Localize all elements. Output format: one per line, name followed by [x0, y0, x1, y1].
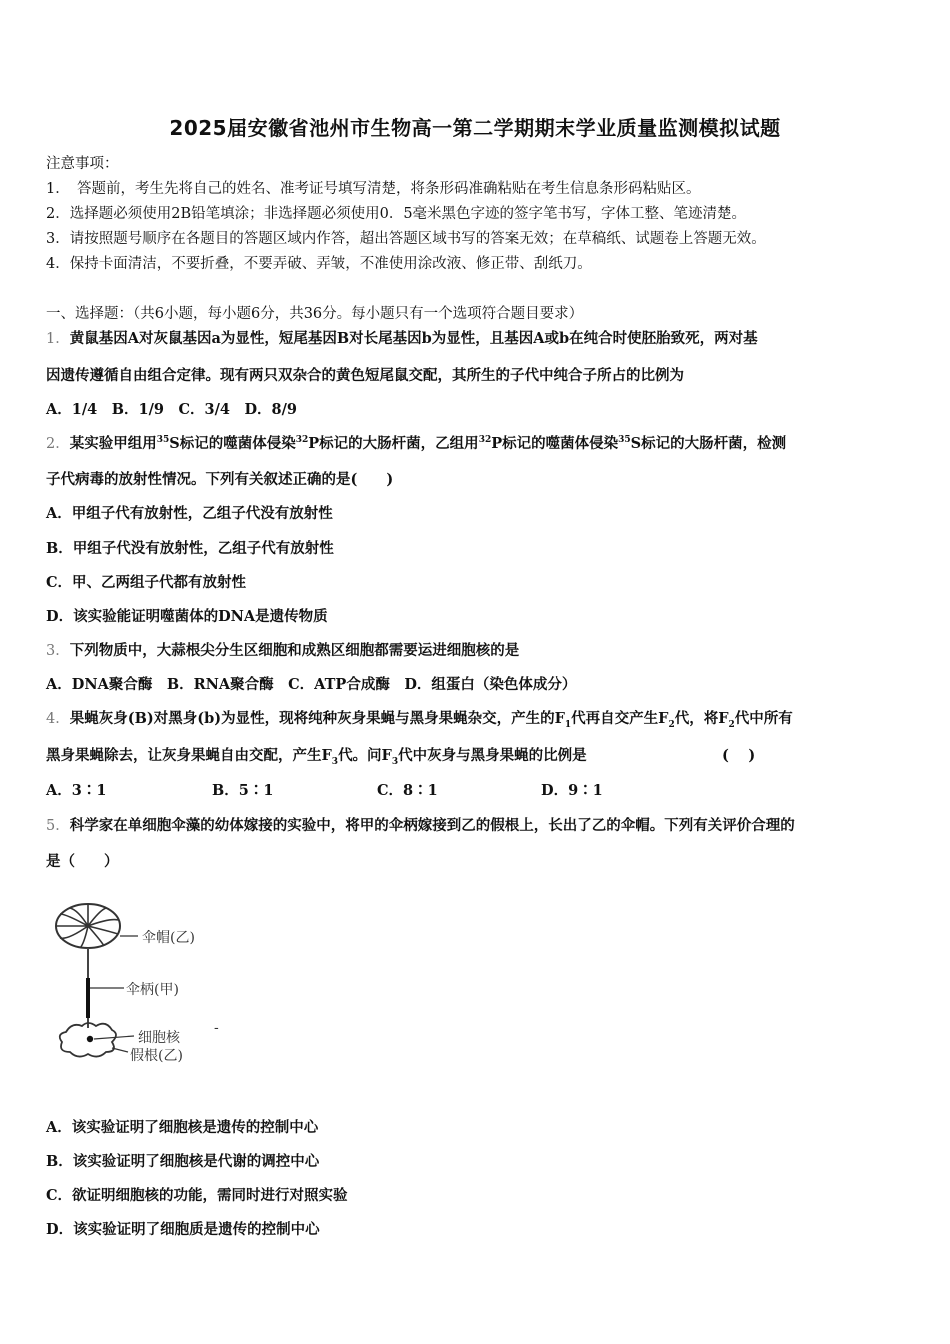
question-4-text: 4．果蝇灰身(B)对黑身(b)为显性，现将纯种灰身果蝇与黑身果蝇杂交，产生的$F_1$代再自交产生$F_2$代，将$F_2$代中所有: [46, 710, 793, 730]
question-2-text-cont: 子代病毒的放射性情况。下列有关叙述正确的是( ): [46, 471, 394, 488]
question-2-text: 2．某实验甲组用$^{35}$S标记的噬菌体侵染$^{32}$P标记的大肠杆菌，乙组用$^{32}$P标记的噬菌体侵染$^{35}$S标记的大肠杆菌，检测: [46, 435, 787, 452]
question-2-option-c: C．甲、乙两组子代都有放射性: [46, 574, 247, 591]
page-title: 2025届安徽省池州市生物高一第二学期期末学业质量监测模拟试题: [169, 116, 781, 140]
question-number: 1．: [46, 331, 70, 347]
question-1-text: 1．黄鼠基因A对灰鼠基因a为显性，短尾基因B对长尾基因b为显性，且基因A或b在纯合时使胚胎致死，两对基: [46, 330, 758, 347]
question-2-option-a: A．甲组子代有放射性，乙组子代没有放射性: [46, 505, 333, 522]
question-5-option-d: D．该实验证明了细胞质是遗传的控制中心: [46, 1221, 320, 1238]
label-cap: 伞帽(乙): [142, 930, 195, 946]
question-5-option-b: B．该实验证明了细胞核是代谢的调控中心: [46, 1153, 320, 1170]
question-5-text-cont: 是（ ）: [46, 853, 119, 870]
question-4-option-a: A．3∶1: [46, 782, 107, 799]
umbrella-cap: [56, 904, 120, 948]
question-2-option-d: D．该实验能证明噬菌体的DNA是遗传物质: [46, 608, 328, 625]
notice-item: 1． 答题前，考生先将自己的姓名、准考证号填写清楚，将条形码准确粘贴在考生信息条形码粘贴区。: [46, 181, 701, 197]
question-3-text: 3．下列物质中，大蒜根尖分生区细胞和成熟区细胞都需要运进细胞核的是: [46, 642, 520, 659]
answer-parentheses: ( ): [722, 747, 756, 764]
question-5-text: 5．科学家在单细胞伞藻的幼体嫁接的实验中，将甲的伞柄嫁接到乙的假根上，长出了乙的伞帽。下列有关评价合理的: [46, 817, 795, 834]
question-4-option-c: C．8∶1: [377, 782, 438, 799]
question-number: 4．: [46, 711, 70, 727]
question-5-option-a: A．该实验证明了细胞核是遗传的控制中心: [46, 1119, 319, 1136]
notice-item: 3．请按照题号顺序在各题目的答题区域内作答，超出答题区域书写的答案无效；在草稿纸、试题卷上答题无效。: [46, 231, 766, 247]
question-4-option-d: D．9∶1: [541, 782, 603, 799]
notice-heading: 注意事项：: [46, 156, 119, 172]
nucleus-dot: [87, 1036, 93, 1042]
question-number: 3．: [46, 643, 70, 659]
question-number: 5．: [46, 818, 70, 834]
section-heading: 一、选择题：（共6小题，每小题6分，共36分。每小题只有一个选项符合题目要求）: [46, 306, 584, 322]
question-1-options: A．1/4 B．1/9 C．3/4 D．8/9: [46, 401, 298, 418]
question-5-option-c: C．欲证明细胞核的功能，需同时进行对照实验: [46, 1187, 348, 1204]
question-4-text-cont: 黑身果蝇除去，让灰身果蝇自由交配，产生$F_3$代。问$F_3$代中灰身与黑身果蝇的比例是: [46, 747, 587, 767]
question-1-text-cont: 因遗传遵循自由组合定律。现有两只双杂合的黄色短尾鼠交配，其所生的子代中纯合子所占的比例为: [46, 367, 684, 384]
question-number: 2．: [46, 436, 70, 452]
acetabularia-graft-figure: [48, 900, 238, 1070]
question-4-option-b: B．5∶1: [212, 782, 274, 799]
label-nucleus: 细胞核: [138, 1030, 180, 1046]
question-2-option-b: B．甲组子代没有放射性，乙组子代有放射性: [46, 540, 334, 557]
question-3-options: A．DNA聚合酶 B．RNA聚合酶 C．ATP合成酶 D．组蛋白（染色体成分）: [46, 676, 577, 693]
notice-item: 2．选择题必须使用2B铅笔填涂；非选择题必须使用0．5毫米黑色字迹的签字笔书写，字体工整、笔迹清楚。: [46, 206, 747, 222]
stray-dash: -: [214, 1020, 219, 1036]
label-rhizoid: 假根(乙): [130, 1048, 183, 1064]
notice-item: 4．保持卡面清洁，不要折叠，不要弄破、弄皱，不准使用涂改液、修正带、刮纸刀。: [46, 256, 592, 272]
label-stalk: 伞柄(甲): [126, 982, 179, 998]
